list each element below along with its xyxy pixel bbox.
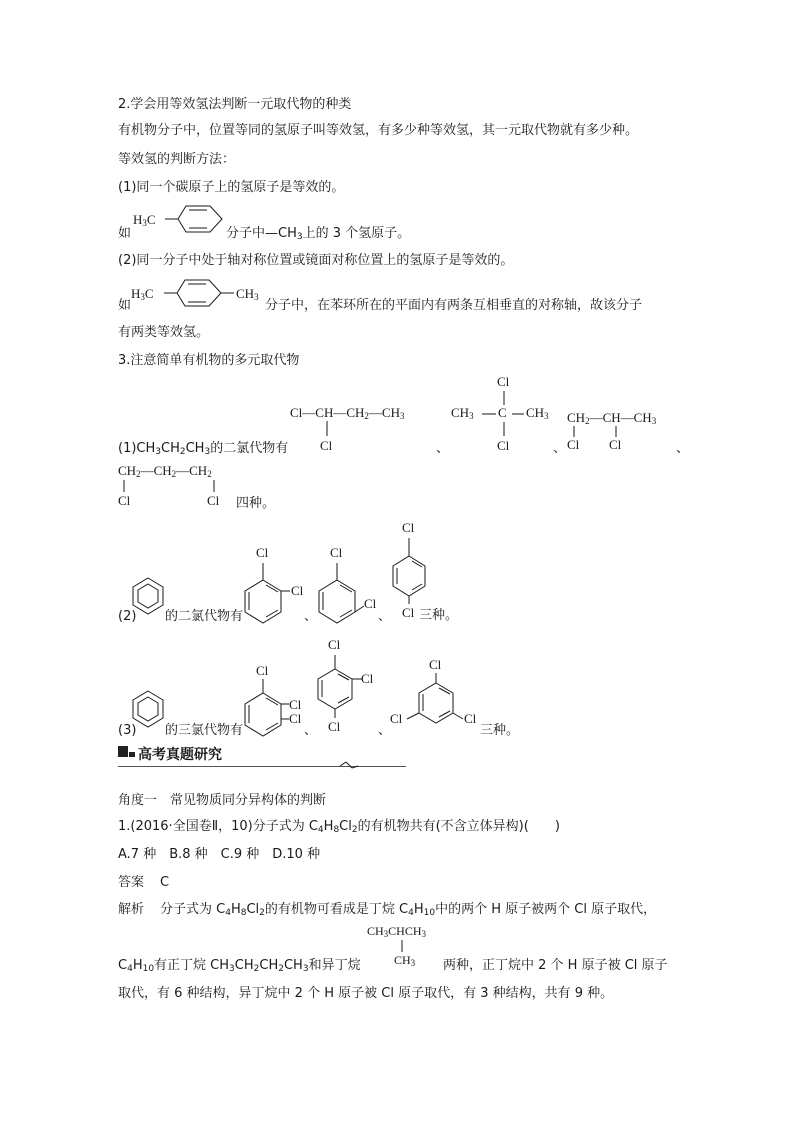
rule-1-explanation: 分子中$—CH_3$上的 3 个氢原子。 — [226, 226, 411, 242]
structure-1-2-dichloropropane: $CH_2—CH—CH_3$ — [567, 410, 657, 426]
cl-b-top: Cl — [497, 374, 510, 389]
xylene-h3c-label: $H_3C$ — [131, 286, 154, 302]
separator-1: 、 — [436, 441, 450, 456]
para-cl-2: Cl — [402, 605, 415, 620]
ortho-cl-2: Cl — [291, 583, 304, 598]
separator-5: 、 — [378, 609, 392, 624]
structure-2-2-dichloropropane-right: $CH_3$ — [526, 405, 549, 421]
para-cl-1: Cl — [402, 520, 415, 535]
toluene-h3c-label: $H_3C$ — [133, 212, 156, 228]
structure-1-3-dichloropropane: $CH_2—CH_2—CH_2$ — [118, 463, 212, 479]
t135-cl-3: Cl — [464, 711, 477, 726]
cl-d-2: Cl — [207, 493, 220, 508]
t123-cl-3: Cl — [289, 711, 302, 726]
separator-4: 、 — [304, 609, 318, 624]
cl-c-1: Cl — [567, 437, 580, 452]
c-b: C — [498, 405, 507, 420]
three-kinds-2: 三种。 — [480, 723, 520, 738]
cl-a: Cl — [320, 438, 333, 453]
separator-6: 、 — [304, 723, 318, 738]
structure-2-2-dichloropropane-left: $CH_3$ — [451, 405, 474, 421]
section-header: 高考真题研究 — [138, 747, 222, 763]
explanation-line-3: 取代，有 6 种结构，异丁烷中 2 个 H 原子被 Cl 原子取代，有 3 种结构，共有 9 种。 — [118, 986, 614, 1001]
t124-cl-1: Cl — [328, 637, 341, 652]
t123-cl-1: Cl — [256, 663, 269, 678]
rule-2: (2)同一分子中处于轴对称位置或镜面对称位置上的氢原子是等效的。 — [118, 253, 514, 268]
benzene-dichloride-text: 的二氯代物有 — [165, 609, 244, 624]
explanation-line-2-end: 两种，正丁烷中 2 个 H 原子被 Cl 原子 — [443, 958, 668, 973]
paragraph-method: 等效氢的判断方法： — [118, 152, 236, 167]
question-1: 1.(2016·全国卷Ⅱ，10)分子式为 $C_4H_8Cl_2$的有机物共有(不含立体异构)( ) — [118, 819, 560, 835]
explanation-label: 解析 — [118, 902, 145, 917]
separator-2: 、 — [553, 441, 567, 456]
four-kinds: 四种。 — [236, 496, 276, 511]
benzene-dichloride-label: (2) — [118, 609, 137, 624]
isobutane-main-chain: $CH_3CHCH_3$ — [367, 924, 427, 939]
explanation-line-2: $C_4H_{10}$有正丁烷 $CH_3CH_2CH_2CH_3$和异丁烷 — [118, 958, 361, 974]
ortho-cl-1: Cl — [256, 545, 269, 560]
answer-value: C — [160, 875, 170, 890]
section-3-title: 3.注意简单有机物的多元取代物 — [118, 353, 300, 368]
angle-title: 角度一 常见物质同分异构体的判断 — [118, 793, 327, 808]
separator-7: 、 — [378, 723, 392, 738]
meta-cl-1: Cl — [330, 545, 343, 560]
three-kinds: 三种。 — [419, 608, 459, 623]
rule-1: (1)同一个碳原子上的氢原子是等效的。 — [118, 180, 345, 195]
t124-cl-2: Cl — [361, 671, 374, 686]
example-ru-1: 如 — [118, 226, 132, 241]
rule-2-explanation: 分子中，在苯环所在的平面内有两条互相垂直的对称轴，故该分子 — [265, 298, 643, 313]
example-ru-2: 如 — [118, 298, 132, 313]
benzene-trichloride-label: (3) — [118, 723, 137, 738]
isobutane-branch: $CH_3$ — [394, 953, 416, 968]
t135-cl-1: Cl — [429, 657, 442, 672]
cl-c-2: Cl — [609, 437, 622, 452]
structure-1-1-dichloropropane: $Cl—CH—CH_2—CH_3$ — [290, 405, 405, 421]
explanation-line-1: 分子式为 $C_4H_8Cl_2$的有机物可看成是丁烷 $C_4H_{10}$中的两个 H 原子被两个 Cl 原子取代， — [160, 902, 657, 918]
xylene-ch3-label: $CH_3$ — [236, 286, 259, 302]
question-options: A.7 种 B.8 种 C.9 种 D.10 种 — [118, 847, 321, 862]
cl-d-1: Cl — [118, 493, 131, 508]
meta-cl-2: Cl — [364, 596, 377, 611]
propane-dichloride-line: $(1)CH_3CH_2CH_3$的二氯代物有 — [118, 441, 289, 457]
paragraph-equivalent-hydrogen: 有机物分子中，位置等同的氢原子叫等效氢，有多少种等效氢，其一元取代物就有多少种。 — [118, 123, 639, 138]
t123-cl-2: Cl — [289, 697, 302, 712]
rule-2-continuation: 有两类等效氢。 — [118, 325, 210, 340]
t135-cl-2: Cl — [390, 711, 403, 726]
separator-3: 、 — [676, 441, 690, 456]
t124-cl-3: Cl — [328, 719, 341, 734]
cl-b-bottom: Cl — [497, 438, 510, 453]
section-2-title: 2.学会用等效氢法判断一元取代物的种类 — [118, 97, 352, 112]
answer-label: 答案 — [118, 875, 145, 890]
benzene-trichloride-text: 的三氯代物有 — [165, 723, 244, 738]
